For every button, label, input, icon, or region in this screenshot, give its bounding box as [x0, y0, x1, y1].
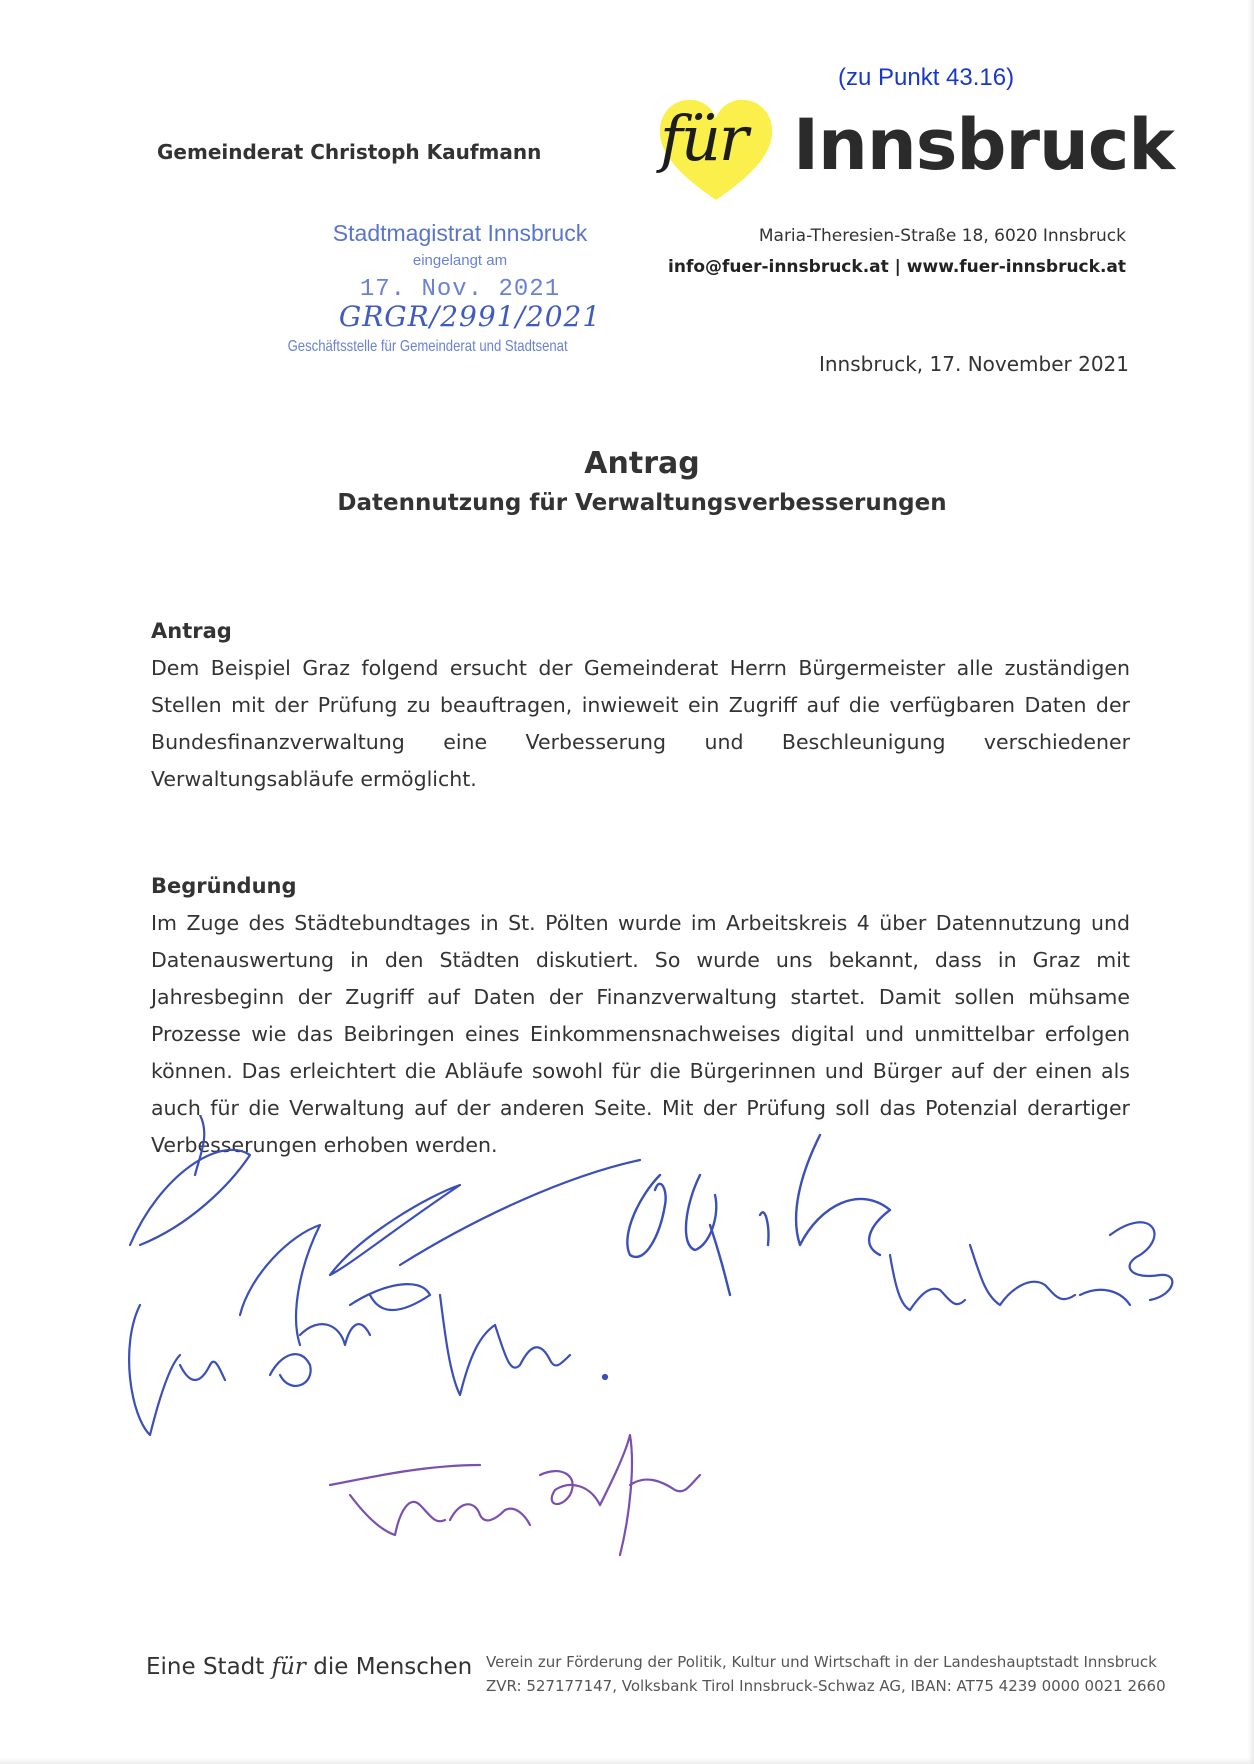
begruendung-text: Im Zuge des Städtebundtages in St. Pölten wurde im Arbeitskreis 4 über Datennutzung und Datenauswertung in den Städten diskutiert. So wurde uns bekannt, dass in Graz mit Jahresbeginn der Zugriff auf Daten der Finanzverwaltung startet. Damit sollen mühsame Prozesse wie das Beibringen eines Einkommensnachweises digital und unmittelbar erfolgen können. Das erleichtert die Abläufe sowohl für die Bürgerinnen und Bürger auf der einen als auch für die Verwaltung auf der anderen Seite. Mit der Prüfung soll das Potenzial derartiger Verbesserungen erhoben werden. — [151, 911, 1130, 1157]
logo-fuer-text: für — [660, 102, 747, 175]
antrag-text: Dem Beispiel Graz folgend ersucht der Gemeinderat Herrn Bürgermeister alle zuständigen Stellen mit der Prüfung zu beauftragen, inwieweit ein Zugriff auf die verfügbaren Daten der Bundesfinanzverwaltung eine Verbesserung und Beschleunigung verschiedener Verwaltungsabläufe ermöglicht. — [151, 656, 1130, 791]
document-subject: Datennutzung für Verwaltungsverbesserungen — [337, 490, 947, 516]
signature-4 — [890, 1222, 1172, 1310]
stamp-received-label: eingelangt am — [412, 252, 508, 269]
reference-note: (zu Punkt 43.16) — [838, 64, 1015, 91]
logo-city-text: Innsbruck — [793, 104, 1174, 186]
stamp-received-date: 17. Nov. 2021 — [359, 276, 561, 303]
footer-slogan — [146, 1654, 472, 1680]
document-date: Innsbruck, 17. November 2021 — [818, 352, 1129, 376]
section-body-antrag — [151, 650, 1130, 798]
signatures-area — [100, 1115, 1200, 1585]
stamp-organization: Stadtmagistrat Innsbruck — [332, 220, 588, 246]
signature-3 — [627, 1135, 890, 1295]
section-heading-antrag: Antrag — [151, 619, 232, 643]
footer-legal-line-2: ZVR: 527177147, Volksbank Tirol Innsbruck-Schwaz AG, IBAN: AT75 4239 0000 0021 2660 — [486, 1677, 1166, 1695]
footer-legal-info — [486, 1650, 1166, 1698]
received-stamp — [287, 214, 620, 374]
sender-contact: info@fuer-innsbruck.at | www.fuer-innsbruck.at — [668, 257, 1126, 277]
footer-slogan-emphasis: für — [271, 1654, 306, 1680]
stamp-reference-number: GRGR/2991/2021 — [338, 300, 602, 333]
section-heading-begruendung: Begründung — [151, 874, 297, 898]
signature-1 — [129, 1115, 460, 1435]
footer-slogan-post: die Menschen — [305, 1654, 473, 1680]
stamp-department: Geschäftsstelle für Gemeinderat und Stadtsenat — [287, 338, 568, 355]
sender-name: Gemeinderat Christoph Kaufmann — [157, 140, 542, 164]
footer-slogan-pre: Eine Stadt — [146, 1654, 272, 1680]
sender-address: Maria-Theresien-Straße 18, 6020 Innsbruck — [758, 226, 1126, 246]
document-type-title: Antrag — [584, 446, 700, 481]
footer-legal-line-1: Verein zur Förderung der Politik, Kultur und Wirtschaft in der Landeshauptstadt Innsbruck — [486, 1653, 1157, 1671]
signature-5 — [330, 1435, 700, 1555]
party-logo — [656, 96, 1174, 206]
signature-2 — [350, 1160, 640, 1395]
